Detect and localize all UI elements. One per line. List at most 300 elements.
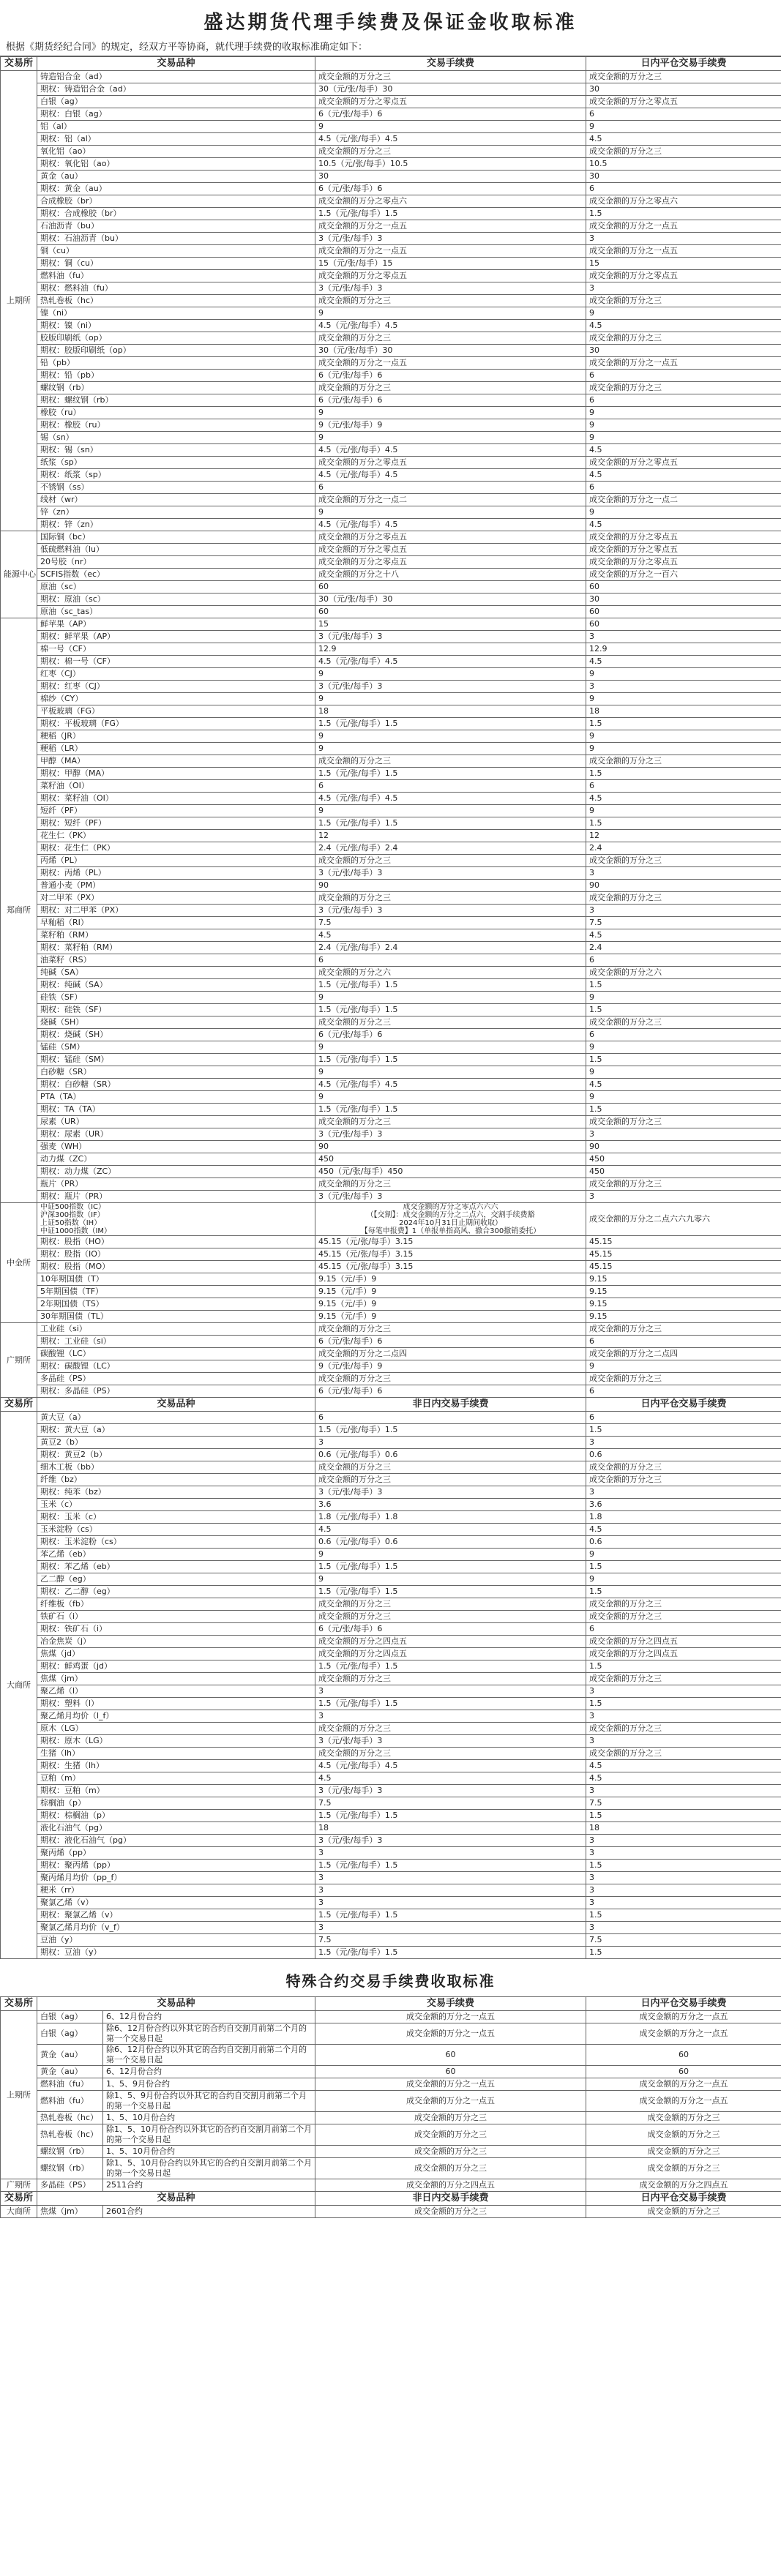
product-name: 早籼稻（RI） [37, 917, 315, 929]
table-row [1, 457, 781, 469]
table-row [1, 1104, 781, 1116]
table-row [1, 469, 781, 482]
table-row [1, 506, 781, 519]
trade-fee: 9 [315, 1041, 586, 1054]
product-name: 聚丙烯月均价（pp_f） [37, 1872, 315, 1884]
product-name: 平板玻璃（FG） [37, 705, 315, 718]
intraday-fee: 90 [586, 880, 781, 892]
intraday-fee: 1.5 [586, 1586, 781, 1598]
table-row [1, 1091, 781, 1104]
exchange-label: 上期所 [1, 2011, 37, 2179]
intraday-fee: 1.5 [586, 1698, 781, 1710]
table-row [1, 693, 781, 705]
product-name: 普通小麦（PM） [37, 880, 315, 892]
header-product: 交易品种 [37, 57, 315, 71]
intraday-fee: 9 [586, 693, 781, 705]
table-row [1, 668, 781, 681]
table-row [1, 1474, 781, 1486]
trade-fee: 成交金额的万分之三 [315, 1116, 586, 1128]
intraday-fee: 1.5 [586, 718, 781, 730]
product-name: 热轧卷板（hc） [37, 2112, 103, 2124]
product-name: 期权：锰硅（SM） [37, 1054, 315, 1066]
intraday-fee: 2.4 [586, 942, 781, 954]
product-name: 期权：股指（HO） [37, 1236, 315, 1248]
table-row [1, 830, 781, 842]
table-row [1, 967, 781, 979]
product-name: 期权：丙烯（PL） [37, 867, 315, 880]
intraday-fee: 成交金额的万分之一点二 [586, 494, 781, 506]
table-row [1, 332, 781, 345]
trade-fee: 3（元/张/每手）3 [315, 631, 586, 643]
table-row [1, 1041, 781, 1054]
table-row [1, 2158, 781, 2179]
product-name: 豆油（y） [37, 1934, 315, 1947]
product-name: 期权：液化石油气（pg） [37, 1835, 315, 1847]
trade-fee: 6（元/张/每手）6 [315, 1029, 586, 1041]
index-fee-line: 【每笔申报费】1（单报单指高风、撤合300撤销委托） [360, 1227, 541, 1235]
trade-fee: 1.5（元/张/每手）1.5 [315, 1660, 586, 1673]
product-name: 期权：豆油（y） [37, 1947, 315, 1959]
product-name: 期权：合成橡胶（br） [37, 208, 315, 220]
header-product: 交易品种 [37, 2192, 315, 2206]
product-name: 国际铜（bc） [37, 531, 315, 544]
table-row [1, 817, 781, 830]
trade-fee: 1.5（元/张/每手）1.5 [315, 1947, 586, 1959]
product-name: 棕榈油（p） [37, 1797, 315, 1810]
intraday-fee: 60 [586, 581, 781, 594]
trade-fee: 9 [315, 407, 586, 419]
intraday-fee: 成交金额的万分之二点六六九零六 [586, 1203, 781, 1236]
intraday-fee: 成交金额的万分之三 [586, 382, 781, 394]
intraday-fee: 3 [586, 282, 781, 295]
trade-fee: 3（元/张/每手）3 [315, 867, 586, 880]
product-name: 期权：红枣（CJ） [37, 681, 315, 693]
table-row [1, 954, 781, 967]
trade-fee: 1.5（元/张/每手）1.5 [315, 1004, 586, 1016]
trade-fee: 成交金额的万分之三 [315, 1474, 586, 1486]
exchange-label: 上期所 [1, 71, 37, 531]
trade-fee: 7.5 [315, 917, 586, 929]
contract-note: 1、5、10月份合约 [103, 2112, 315, 2124]
table-row [1, 855, 781, 867]
intraday-fee: 成交金额的万分之三 [586, 71, 781, 83]
index-product: 中证500指数（IC） [40, 1203, 106, 1211]
trade-fee: 成交金额的万分之三 [315, 1323, 586, 1336]
trade-fee: 2.4（元/张/每手）2.4 [315, 842, 586, 855]
trade-fee: 成交金额的万分之零点五 [315, 531, 586, 544]
table-row [1, 556, 781, 569]
intraday-fee: 4.5 [586, 1760, 781, 1772]
trade-fee: 成交金额的万分之一点二 [315, 494, 586, 506]
header-fee: 非日内交易手续费 [315, 2192, 586, 2206]
intraday-fee: 9 [586, 407, 781, 419]
product-name: 丙烯（PL） [37, 855, 315, 867]
trade-fee: 成交金额的万分之三 [315, 2112, 586, 2124]
table-row [1, 394, 781, 407]
product-name: 期权：玉米淀粉（cs） [37, 1536, 315, 1549]
intraday-fee: 成交金额的万分之三 [586, 146, 781, 158]
trade-fee: 成交金额的万分之三 [315, 755, 586, 768]
product-name: 期权：原木（LG） [37, 1735, 315, 1748]
table-row [1, 2206, 781, 2218]
intraday-fee: 3 [586, 1897, 781, 1909]
intraday-fee: 成交金额的万分之三 [586, 1723, 781, 1735]
intraday-fee: 60 [586, 618, 781, 631]
intraday-fee: 成交金额的万分之三 [586, 2124, 781, 2146]
intraday-fee: 成交金额的万分之三 [586, 1673, 781, 1685]
product-name: 原木（LG） [37, 1723, 315, 1735]
trade-fee: 18 [315, 1822, 586, 1835]
intraday-fee: 3 [586, 1884, 781, 1897]
trade-fee: 9.15（元/手）9 [315, 1273, 586, 1286]
product-name: 动力煤（ZC） [37, 1153, 315, 1166]
product-name: 原油（sc_tas） [37, 606, 315, 618]
product-name: 不锈钢（ss） [37, 482, 315, 494]
table-row [1, 357, 781, 370]
product-name: 期权：碳酸锂（LC） [37, 1360, 315, 1373]
intraday-fee: 成交金额的万分之三 [586, 2206, 781, 2218]
product-name: 期权：硅铁（SF） [37, 1004, 315, 1016]
contract-note: 除1、5、10月份合约以外其它的合约自交割月前第二个月的第一个交易日起 [103, 2158, 315, 2179]
product-name: 鲜苹果（AP） [37, 618, 315, 631]
intraday-fee: 成交金额的万分之二点四 [586, 1348, 781, 1360]
product-name: 期权：锌（zn） [37, 519, 315, 531]
trade-fee: 4.5（元/张/每手）4.5 [315, 444, 586, 457]
table-row [1, 1178, 781, 1191]
trade-fee: 成交金额的万分之零点六 [315, 195, 586, 208]
intraday-fee: 45.15 [586, 1248, 781, 1261]
table-row [1, 892, 781, 905]
product-name: 热轧卷板（hc） [37, 2124, 103, 2146]
trade-fee: 成交金额的万分之零点五 [315, 270, 586, 282]
product-name: 燃料油（fu） [37, 2091, 103, 2112]
table-row [1, 1079, 781, 1091]
intraday-fee: 3 [586, 1710, 781, 1723]
trade-fee: 4.5（元/张/每手）4.5 [315, 519, 586, 531]
intraday-fee: 成交金额的万分之零点五 [586, 544, 781, 556]
product-name: 黄豆2（b） [37, 1437, 315, 1449]
table-row [1, 2146, 781, 2158]
table-row [1, 531, 781, 544]
product-name: 期权：胶版印刷纸（op） [37, 345, 315, 357]
intraday-fee: 7.5 [586, 1934, 781, 1947]
table-row [1, 2045, 781, 2066]
intraday-fee: 成交金额的万分之三 [586, 1598, 781, 1611]
table-row [1, 705, 781, 718]
product-name: 期权：花生仁（PK） [37, 842, 315, 855]
intraday-fee: 成交金额的万分之三 [586, 2146, 781, 2158]
intraday-fee: 3 [586, 1835, 781, 1847]
product-name: 期权：对二甲苯（PX） [37, 905, 315, 917]
intraday-fee: 9 [586, 1091, 781, 1104]
intraday-fee: 成交金额的万分之一百六 [586, 569, 781, 581]
trade-fee: 45.15（元/张/每手）3.15 [315, 1248, 586, 1261]
intraday-fee: 60 [586, 2045, 781, 2066]
table-row [1, 2091, 781, 2112]
product-name: 聚乙烯（l） [37, 1685, 315, 1698]
intraday-fee: 成交金额的万分之三 [586, 1373, 781, 1385]
product-name: 焦煤（jd） [37, 1648, 315, 1660]
trade-fee: 3 [315, 1437, 586, 1449]
product-name: 锰硅（SM） [37, 1041, 315, 1054]
trade-fee: 成交金额的万分之三 [315, 295, 586, 307]
product-name: 10年期国债（T） [37, 1273, 315, 1286]
intraday-fee: 4.5 [586, 469, 781, 482]
table-row [1, 1810, 781, 1822]
table-row [1, 1360, 781, 1373]
product-name: 冶金焦炭（j） [37, 1636, 315, 1648]
trade-fee: 60 [315, 606, 586, 618]
table-row [1, 979, 781, 992]
intraday-fee: 1.5 [586, 1054, 781, 1066]
intraday-fee: 9 [586, 992, 781, 1004]
trade-fee: 3 [315, 1685, 586, 1698]
table-row [1, 1636, 781, 1648]
table-row [1, 942, 781, 954]
intraday-fee: 6 [586, 108, 781, 121]
product-name: 2年期国债（TS） [37, 1298, 315, 1311]
product-name: 胶版印刷纸（op） [37, 332, 315, 345]
exchange-label: 郑商所 [1, 618, 37, 1203]
trade-fee: 9 [315, 805, 586, 817]
table-row [1, 1029, 781, 1041]
intraday-fee: 1.8 [586, 1511, 781, 1524]
product-name: 多晶硅（PS） [37, 2179, 103, 2192]
product-name: 期权：镍（ni） [37, 320, 315, 332]
product-name: 铜（cu） [37, 245, 315, 258]
intraday-fee: 9.15 [586, 1286, 781, 1298]
contract-note: 除6、12月份合约以外其它的合约自交割月前第二个月的第一个交易日起 [103, 2045, 315, 2066]
trade-fee: 6（元/张/每手）6 [315, 1385, 586, 1398]
table-row [1, 743, 781, 755]
product-name: 工业硅（si） [37, 1323, 315, 1336]
header-exchange: 交易所 [1, 57, 37, 71]
product-name: 烧碱（SH） [37, 1016, 315, 1029]
product-name: 期权：黄豆2（b） [37, 1449, 315, 1461]
table-row [1, 220, 781, 233]
product-name: 玉米（c） [37, 1499, 315, 1511]
trade-fee: 成交金额的万分之三 [315, 1373, 586, 1385]
trade-fee: 0.6（元/张/每手）0.6 [315, 1536, 586, 1549]
table-row [1, 842, 781, 855]
trade-fee: 3.6 [315, 1499, 586, 1511]
intraday-fee: 成交金额的万分之三 [586, 1016, 781, 1029]
intraday-fee: 30 [586, 345, 781, 357]
table-row [1, 1373, 781, 1385]
table-row [1, 195, 781, 208]
trade-fee: 4.5 [315, 1524, 586, 1536]
intro-text: 根据《期货经纪合同》的规定，经双方平等协商，就代理手续费的收取标准确定如下： [0, 37, 781, 56]
intraday-fee: 1.5 [586, 1561, 781, 1573]
trade-fee: 9 [315, 121, 586, 133]
trade-fee [315, 1203, 586, 1236]
table-row [1, 270, 781, 282]
table-row [1, 631, 781, 643]
trade-fee: 成交金额的万分之三 [315, 71, 586, 83]
intraday-fee: 成交金额的万分之三 [586, 1116, 781, 1128]
trade-fee: 成交金额的万分之三 [315, 2158, 586, 2179]
intraday-fee: 成交金额的万分之零点五 [586, 457, 781, 469]
intraday-fee: 3 [586, 905, 781, 917]
trade-fee: 成交金额的万分之四点五 [315, 1636, 586, 1648]
product-name: 纤维板（fb） [37, 1598, 315, 1611]
product-name: 期权：乙二醇（eg） [37, 1586, 315, 1598]
table-row [1, 1311, 781, 1323]
product-name: 热轧卷板（hc） [37, 295, 315, 307]
trade-fee: 成交金额的万分之三 [315, 382, 586, 394]
intraday-fee: 1.5 [586, 1860, 781, 1872]
table-row [1, 444, 781, 457]
table-row [1, 1203, 781, 1236]
trade-fee: 成交金额的万分之一点五 [315, 245, 586, 258]
intraday-fee: 9 [586, 121, 781, 133]
trade-fee: 15（元/张/每手）15 [315, 258, 586, 270]
trade-fee: 90 [315, 1141, 586, 1153]
table-row [1, 1897, 781, 1909]
intraday-fee: 3 [586, 1847, 781, 1860]
header-intraday: 日内平仓交易手续费 [586, 57, 781, 71]
header-intraday: 日内平仓交易手续费 [586, 1997, 781, 2011]
intraday-fee: 1.5 [586, 979, 781, 992]
table-row [1, 345, 781, 357]
product-name: 粳米（rr） [37, 1884, 315, 1897]
trade-fee: 30 [315, 171, 586, 183]
table-row [1, 1598, 781, 1611]
intraday-fee: 9.15 [586, 1298, 781, 1311]
product-name: 石油沥青（bu） [37, 220, 315, 233]
trade-fee: 成交金额的万分之一点五 [315, 2023, 586, 2045]
intraday-fee: 4.5 [586, 929, 781, 942]
table-row [1, 1785, 781, 1797]
product-name: 白银（ag） [37, 96, 315, 108]
contract-note: 1、5、10月份合约 [103, 2146, 315, 2158]
trade-fee: 成交金额的万分之三 [315, 892, 586, 905]
intraday-fee: 9 [586, 805, 781, 817]
table-row [1, 370, 781, 382]
trade-fee: 9 [315, 307, 586, 320]
table-row [1, 1511, 781, 1524]
header-fee: 交易手续费 [315, 1997, 586, 2011]
table-row [1, 1128, 781, 1141]
intraday-fee: 3.6 [586, 1499, 781, 1511]
table-row [1, 171, 781, 183]
product-name: 粳稻（LR） [37, 743, 315, 755]
table-row [1, 1248, 781, 1261]
trade-fee: 6 [315, 780, 586, 793]
product-name: 铝（al） [37, 121, 315, 133]
table-row [1, 1461, 781, 1474]
intraday-fee: 9.15 [586, 1273, 781, 1286]
product-name: 30年期国债（TL） [37, 1311, 315, 1323]
intraday-fee: 30 [586, 83, 781, 96]
intraday-fee: 成交金额的万分之一点五 [586, 220, 781, 233]
table-row [1, 905, 781, 917]
table-row [1, 407, 781, 419]
intraday-fee: 1.5 [586, 1909, 781, 1922]
table-row [1, 1499, 781, 1511]
product-name: 期权：原油（sc） [37, 594, 315, 606]
intraday-fee: 4.5 [586, 1524, 781, 1536]
product-name: 期权：石油沥青（bu） [37, 233, 315, 245]
trade-fee: 3（元/张/每手）3 [315, 1486, 586, 1499]
table-row [1, 1723, 781, 1735]
special-table [0, 1996, 781, 2218]
table-row [1, 1323, 781, 1336]
intraday-fee: 9 [586, 668, 781, 681]
intraday-fee: 成交金额的万分之零点五 [586, 556, 781, 569]
product-name: 期权：短纤（PF） [37, 817, 315, 830]
intraday-fee: 4.5 [586, 519, 781, 531]
intraday-fee: 3 [586, 631, 781, 643]
table-row [1, 569, 781, 581]
product-name: 期权：铜（cu） [37, 258, 315, 270]
intraday-fee: 成交金额的万分之三 [586, 1323, 781, 1336]
trade-fee: 9 [315, 992, 586, 1004]
fee-table [0, 56, 781, 1959]
table-row [1, 1772, 781, 1785]
intraday-fee: 450 [586, 1153, 781, 1166]
table-row [1, 233, 781, 245]
intraday-fee: 3 [586, 1437, 781, 1449]
intraday-fee: 1.5 [586, 1947, 781, 1959]
intraday-fee: 3 [586, 1735, 781, 1748]
intraday-fee: 4.5 [586, 1772, 781, 1785]
intraday-fee: 30 [586, 594, 781, 606]
table-row [1, 1573, 781, 1586]
trade-fee: 成交金额的万分之三 [315, 1598, 586, 1611]
product-name: 螺纹钢（rb） [37, 2146, 103, 2158]
table-row [1, 1698, 781, 1710]
trade-fee: 成交金额的万分之三 [315, 1461, 586, 1474]
trade-fee: 1.5（元/张/每手）1.5 [315, 768, 586, 780]
intraday-fee: 成交金额的万分之一点五 [586, 245, 781, 258]
table-row [1, 519, 781, 531]
trade-fee: 成交金额的万分之零点五 [315, 457, 586, 469]
trade-fee: 3（元/张/每手）3 [315, 905, 586, 917]
trade-fee: 60 [315, 581, 586, 594]
trade-fee: 成交金额的万分之三 [315, 1723, 586, 1735]
contract-note: 除1、5、9月份合约以外其它的合约自交割月前第二个月的第一个交易日起 [103, 2091, 315, 2112]
trade-fee: 成交金额的万分之四点五 [315, 2179, 586, 2192]
table-row [1, 1934, 781, 1947]
product-name: 锡（sn） [37, 432, 315, 444]
product-name: 短纤（PF） [37, 805, 315, 817]
exchange-label: 广期所 [1, 1323, 37, 1398]
table-row [1, 1860, 781, 1872]
trade-fee: 90 [315, 880, 586, 892]
table-row [1, 1735, 781, 1748]
table-row [1, 1066, 781, 1079]
table-row [1, 618, 781, 631]
intraday-fee: 1.5 [586, 1660, 781, 1673]
table-row [1, 258, 781, 270]
trade-fee: 1.5（元/张/每手）1.5 [315, 1561, 586, 1573]
product-name: 粳稻（JR） [37, 730, 315, 743]
product-name: 豆粕（m） [37, 1772, 315, 1785]
table-row [1, 606, 781, 618]
intraday-fee: 成交金额的万分之四点五 [586, 1648, 781, 1660]
table-row [1, 755, 781, 768]
product-name: 期权：氧化铝（ao） [37, 158, 315, 171]
table-row [1, 1797, 781, 1810]
table-row [1, 1273, 781, 1286]
product-name: 期权：橡胶（ru） [37, 419, 315, 432]
trade-fee: 12 [315, 830, 586, 842]
product-name: 棉纱（CY） [37, 693, 315, 705]
trade-fee: 成交金额的万分之六 [315, 967, 586, 979]
product-name: 燃料油（fu） [37, 270, 315, 282]
header-intraday: 日内平仓交易手续费 [586, 2192, 781, 2206]
